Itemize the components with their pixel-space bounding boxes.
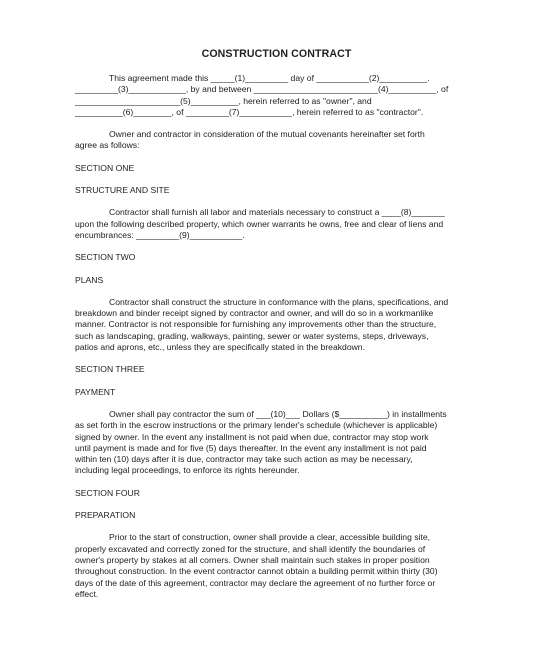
preamble-paragraph [75, 129, 478, 152]
paragraph-line: encumbrances: _________(9)___________. [75, 229, 245, 240]
intro-paragraph [75, 73, 478, 118]
paragraph-line: Contractor shall construct the structure in conformance with the plans, specifications, and [109, 296, 449, 307]
section-heading: PLANS [75, 274, 104, 285]
paragraph-line: until payment is made and for five (5) days thereafter. In the event any installment is not paid [75, 442, 427, 453]
section-number: SECTION ONE [75, 162, 135, 173]
paragraph-line: patios and aprons, etc., unless they are specifically stated in the breakdown. [75, 342, 365, 353]
section-heading: PAYMENT [75, 386, 116, 397]
paragraph-line: breakdown and binder receipt signed by contractor and owner, and will do so in a workmanlike [75, 308, 434, 319]
paragraph-line: effect. [75, 588, 99, 599]
paragraph-line: days of the date of this agreement, contractor may declare the agreement of no further force or [75, 577, 436, 588]
paragraph-line: signed by owner. In the event any installment is not paid when due, contractor may stop work [75, 431, 429, 442]
paragraph-line: within ten (10) days after it is due, contractor may take such action as may be necessary, [75, 454, 413, 465]
paragraph-line: Owner shall pay contractor the sum of ___(10)___ Dollars ($__________) in installments [109, 408, 447, 419]
section-number: SECTION FOUR [75, 487, 140, 498]
paragraph-line: such as landscaping, grading, walkways, painting, sewer or water systems, steps, driveways, [75, 330, 429, 341]
paragraph-line: Prior to the start of construction, owner shall provide a clear, accessible building site, [109, 532, 430, 543]
paragraph-line: upon the following described property, which owner warrants he owns, free and clear of liens and [75, 218, 444, 229]
paragraph-line: as set forth in the escrow instructions or the primary lender's schedule (whichever is applicable) [75, 420, 438, 431]
paragraph-line: agree as follows: [75, 140, 140, 151]
section-heading: STRUCTURE AND SITE [75, 185, 170, 196]
paragraph-line: _________(3)____________, by and between __________________________(4)__________, of [75, 84, 449, 95]
section-body [75, 532, 478, 600]
document-title: CONSTRUCTION CONTRACT [201, 48, 352, 60]
section-number: SECTION TWO [75, 252, 136, 263]
paragraph-line: manner. Contractor is not responsible for furnishing any improvements other than the structure, [75, 319, 437, 330]
paragraph-line: properly excavated and correctly zoned for the structure, and shall identify the boundaries of [75, 543, 426, 554]
section-body [75, 207, 478, 241]
section-body [75, 409, 478, 477]
section-number: SECTION THREE [75, 364, 145, 375]
paragraph-line: including legal proceedings, to enforce its rights hereunder. [75, 465, 300, 476]
section-heading: PREPARATION [75, 510, 136, 521]
section-body [75, 297, 478, 353]
paragraph-line: Contractor shall furnish all labor and materials necessary to construct a ____(8)_______ [109, 207, 445, 218]
paragraph-line: owner's property by stakes at all corners. Owner shall maintain such stakes in proper position [75, 554, 430, 565]
paragraph-line: Owner and contractor in consideration of the mutual covenants hereinafter set forth [109, 129, 425, 140]
paragraph-line: throughout construction. In the event contractor cannot obtain a building permit within thirty (30) [75, 566, 438, 577]
paragraph-line: ______________________(5)__________, herein referred to as "owner", and [75, 95, 372, 106]
paragraph-line: __________(6)________, of _________(7)___________, herein referred to as "contractor". [75, 106, 424, 117]
paragraph-line: This agreement made this _____(1)_________ day of ___________(2)__________. [109, 73, 430, 83]
